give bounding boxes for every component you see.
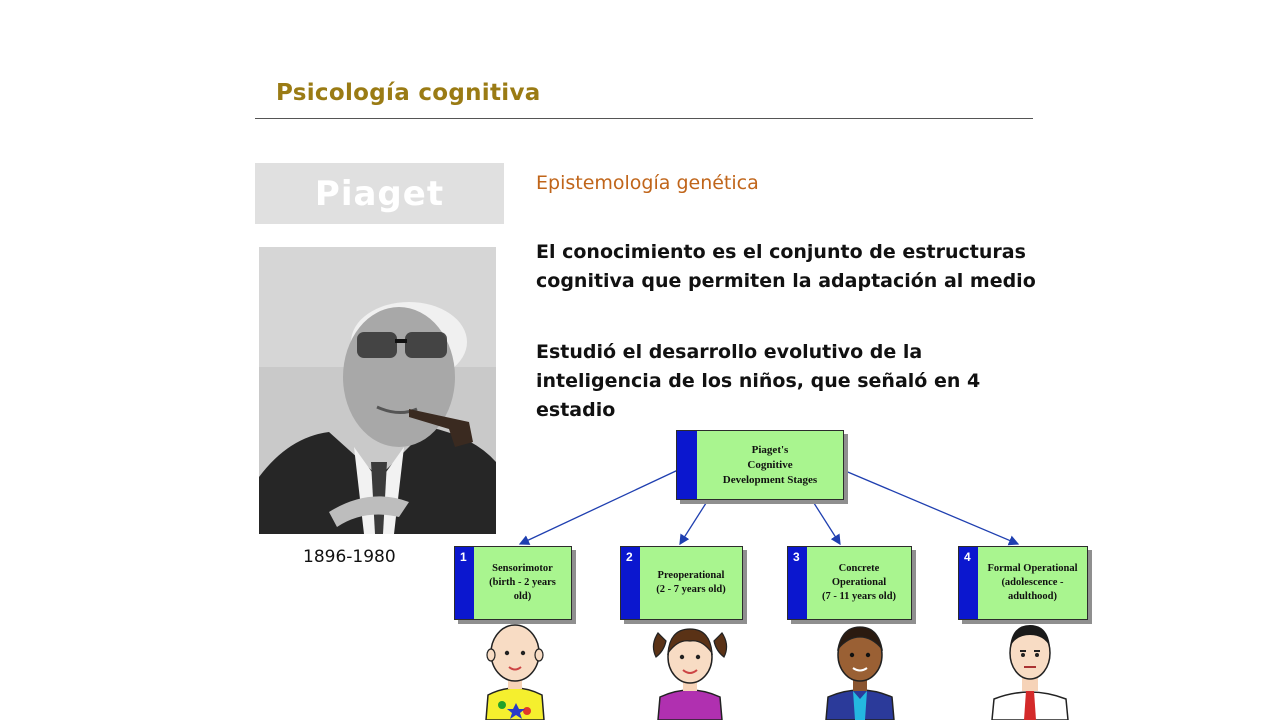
root-node-side-bar [677,431,697,499]
root-node-label: Piaget's Cognitive Development Stages [722,443,818,486]
stage-label: Formal Operational (adolescence - adulthood) [987,563,1078,602]
baby-illustration [480,623,550,720]
stage-node-2 [620,546,743,620]
slide-title: Psicología cognitiva [276,80,541,106]
stage-node-4 [958,546,1088,620]
stage-number: 2 [621,547,640,619]
stages-diagram [450,425,1100,720]
stage-label: Sensorimotor (birth - 2 years old) [489,563,556,602]
arrow-to-stage-4 [843,470,1018,544]
stage-node-1 [454,546,572,620]
arrow-to-stage-3 [812,500,840,544]
stage-label: Concrete Operational (7 - 11 years old) [821,563,897,602]
name-banner: Piaget [255,163,504,224]
adult-illustration [990,623,1070,720]
stage-number: 4 [959,547,978,619]
arrow-to-stage-1 [520,470,678,544]
arrow-to-stage-2 [680,500,708,544]
stage-label: Preoperational (2 - 7 years old) [656,570,726,595]
paragraph-knowledge: El conocimiento es el conjunto de estructuras cognitiva que permiten la adaptación al medio [536,241,1036,292]
stage-number: 1 [455,547,474,619]
lifespan-years: 1896-1980 [303,547,396,567]
section-subtitle: Epistemología genética [536,172,759,194]
stage-number: 3 [788,547,807,619]
stage-node-3 [787,546,912,620]
diagram-root-node [676,430,844,500]
girl-illustration [650,623,730,720]
title-divider [255,118,1033,119]
boy-illustration [820,623,900,720]
paragraph-development: Estudió el desarrollo evolutivo de la inteligencia de los niños, que señaló en 4 estadio [536,341,981,421]
